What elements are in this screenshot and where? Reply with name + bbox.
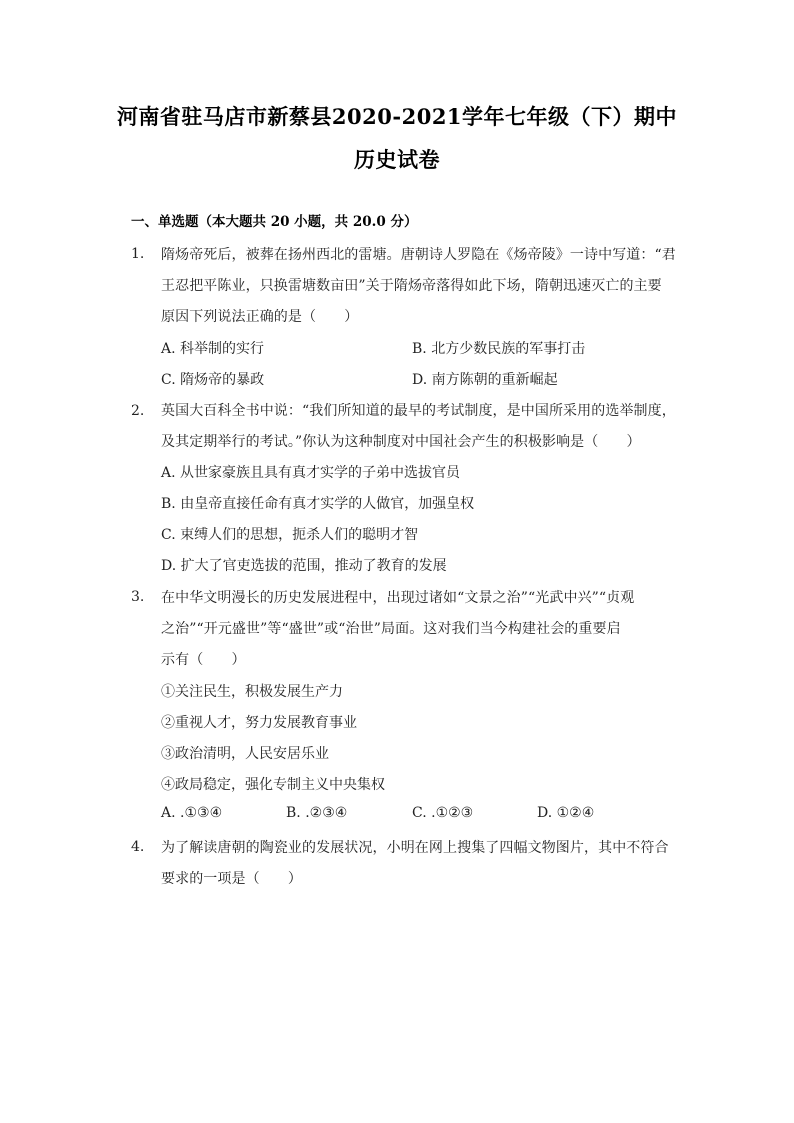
question-3-line-1: 在中华文明漫长的历史发展进程中，出现过诸如“文景之治”“光武中兴”“贞观 bbox=[161, 590, 635, 606]
question-1-option-b[interactable]: B. 北方少数民族的军事打击 bbox=[412, 341, 586, 357]
question-3-line-2: 之治”“开元盛世”等“盛世”或“治世”局面。这对我们当今构建社会的重要启 bbox=[161, 621, 621, 637]
section-heading: 一、单选题（本大题共 20 小题，共 20.0 分） bbox=[131, 214, 418, 230]
page-subtitle: 历史试卷 bbox=[354, 147, 440, 172]
question-4-number: 4. bbox=[131, 839, 145, 855]
question-1-line-2: 王忍把平陈业，只换雷塘数亩田”关于隋炀帝落得如此下场，隋朝迅速灭亡的主要 bbox=[161, 278, 662, 294]
question-2-option-c[interactable]: C. 束缚人们的思想，扼杀人们的聪明才智 bbox=[161, 527, 419, 543]
question-4-line-2: 要求的一项是（ ） bbox=[161, 871, 302, 887]
question-3-option-a[interactable]: A. .①③④ bbox=[161, 805, 223, 821]
question-3-option-c[interactable]: C. .①②③ bbox=[412, 805, 474, 821]
question-3-item-2: ②重视人才，努力发展教育事业 bbox=[161, 715, 357, 731]
question-2-option-b[interactable]: B. 由皇帝直接任命有真才实学的人做官，加强皇权 bbox=[161, 496, 475, 512]
question-2-option-d[interactable]: D. 扩大了官吏选拔的范围，推动了教育的发展 bbox=[161, 558, 447, 574]
question-1-number: 1. bbox=[131, 246, 145, 262]
question-1-option-a[interactable]: A. 科举制的实行 bbox=[161, 341, 265, 357]
question-3-line-3: 示有（ ） bbox=[161, 652, 246, 668]
question-1-line-3: 原因下列说法正确的是（ ） bbox=[161, 309, 359, 325]
question-3-item-4: ④政局稳定，强化专制主义中央集权 bbox=[161, 777, 385, 793]
question-1-option-d[interactable]: D. 南方陈朝的重新崛起 bbox=[412, 372, 558, 388]
question-2-option-a[interactable]: A. 从世家豪族且具有真才实学的子弟中选拔官员 bbox=[161, 465, 461, 481]
question-3-option-b[interactable]: B. .②③④ bbox=[286, 805, 348, 821]
question-2-line-1: 英国大百科全书中说：“我们所知道的最早的考试制度，是中国所采用的选举制度， bbox=[161, 403, 676, 419]
question-3-item-3: ③政治清明，人民安居乐业 bbox=[161, 746, 329, 762]
question-1-line-1: 隋炀帝死后，被葬在扬州西北的雷塘。唐朝诗人罗隐在《炀帝陵》一诗中写道：“君 bbox=[161, 247, 676, 263]
question-2-number: 2. bbox=[131, 403, 145, 419]
question-2-line-2: 及其定期举行的考试。”你认为这种制度对中国社会产生的积极影响是（ ） bbox=[161, 434, 641, 450]
question-1-option-c[interactable]: C. 隋炀帝的暴政 bbox=[161, 372, 265, 388]
question-3-option-d[interactable]: D. ①②④ bbox=[537, 805, 595, 821]
question-4-line-1: 为了解读唐朝的陶瓷业的发展状况，小明在网上搜集了四幅文物图片，其中不符合 bbox=[161, 840, 669, 856]
question-3-number: 3. bbox=[131, 589, 145, 605]
page-title: 河南省驻马店市新蔡县2020-2021学年七年级（下）期中 bbox=[116, 104, 678, 129]
question-3-item-1: ①关注民生，积极发展生产力 bbox=[161, 684, 343, 700]
